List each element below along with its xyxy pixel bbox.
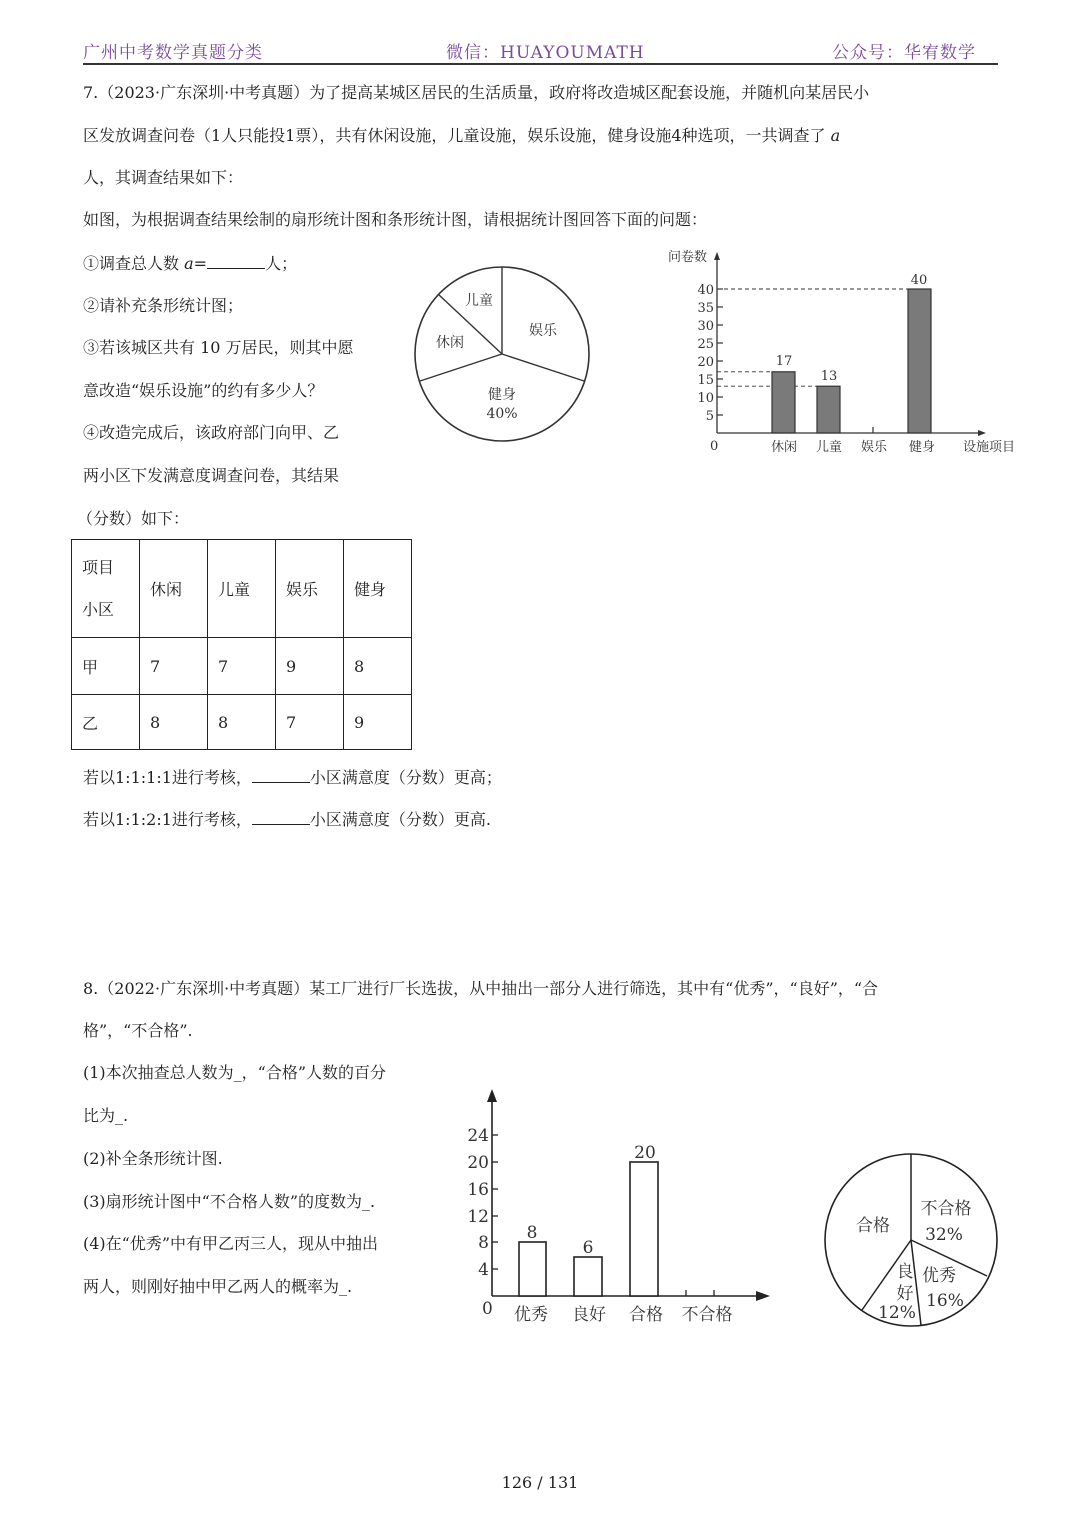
header-left-title: 广州中考数学真题分类 <box>83 43 263 63</box>
q7-bar-ylabel: 问卷数 <box>668 250 708 265</box>
table-row <box>72 638 412 695</box>
q7-intro-line-2 <box>83 125 840 147</box>
table-row <box>72 695 412 750</box>
q8-bar-xcat-good: 良好 <box>572 1305 606 1325</box>
q8-sub-line-3: (2)补全条形统计图. <box>83 1149 223 1168</box>
q8-intro-line-2: 格”，“不合格”. <box>83 1021 193 1040</box>
q7-bar-origin: 0 <box>710 439 719 454</box>
q7-bar-ytick-20: 20 <box>697 355 714 370</box>
table-header-fitness: 健身 <box>344 540 412 638</box>
q7-sub4-line-2: 两小区下发满意度调查问卷，其结果 <box>83 466 340 485</box>
q8-pie-label-good-2: 好 <box>896 1284 914 1304</box>
table-corner-bottom: 小区 <box>82 599 115 619</box>
q7-pie-label-fitness: 健身 <box>488 387 516 403</box>
q7-bar-fitness <box>908 289 931 433</box>
q7-sub3-line-2: 意改造“娱乐设施”的约有多少人？ <box>83 381 324 400</box>
q7-sub2: ②请补充条形统计图； <box>83 296 244 315</box>
q8-bar-value-excellent: 8 <box>526 1223 538 1243</box>
q8-sub-line-2: 比为_. <box>83 1106 129 1125</box>
q7-intro-line-1: 7.（2023·广东深圳·中考真题）为了提高某城区居民的生活质量，政府将改造城区配套设施，并随机向某居民小 <box>83 83 870 102</box>
q8-bar-pass <box>630 1162 658 1296</box>
q7-pie-pct-fitness: 40% <box>486 406 518 422</box>
q7-bar-ytick-25: 25 <box>697 337 714 352</box>
q7-bar-xcat-children: 儿童 <box>815 440 843 455</box>
q7-tail1-prefix: 若以1:1:1:1进行考核， <box>83 768 252 787</box>
q7-bar-children <box>817 386 840 433</box>
q8-bar-ytick-16: 16 <box>467 1180 489 1200</box>
table-row-name: 乙 <box>72 695 140 750</box>
q7-sub3-line-1: ③若该城区共有 10 万居民，则其中愿 <box>83 338 354 357</box>
q7-bar-value-children: 13 <box>820 369 838 384</box>
q7-pie-label-entertainment: 娱乐 <box>529 323 557 339</box>
q7-tail1-suffix: 小区满意度（分数）更高； <box>309 768 502 787</box>
q7-sub1-suffix: 人； <box>265 254 298 273</box>
q8-bar-chart <box>460 1080 780 1340</box>
q7-bar-xcat-fitness: 健身 <box>908 440 936 455</box>
q7-sub1 <box>83 252 297 275</box>
page-number: 126 / 131 <box>501 1473 579 1492</box>
q8-bar-ytick-4: 4 <box>478 1260 489 1280</box>
q7-tail-1 <box>83 766 502 789</box>
table-cell: 9 <box>276 638 344 695</box>
q8-bar-ytick-20: 20 <box>467 1153 489 1173</box>
q7-bar-xlabel: 设施项目 <box>962 440 1016 455</box>
q7-bar-value-leisure: 17 <box>775 354 793 369</box>
table-cell: 9 <box>344 695 412 750</box>
q8-pie-label-good-1: 良 <box>896 1262 914 1282</box>
q7-tail-2 <box>83 808 491 831</box>
q7-bar-xcat-leisure: 休闲 <box>770 440 798 455</box>
q8-bar-ytick-12: 12 <box>467 1207 489 1227</box>
q8-bar-origin: 0 <box>482 1299 493 1319</box>
q8-intro-line-1: 8.（2022·广东深圳·中考真题）某工厂进行厂长选拔，从中抽出一部分人进行筛选，其中有“优秀”，“良好”，“合 <box>83 979 879 998</box>
table-header-children: 儿童 <box>208 540 276 638</box>
q8-pie-pct-fail: 32% <box>925 1225 963 1245</box>
q8-sub-line-1: (1)本次抽查总人数为_，“合格”人数的百分 <box>83 1063 387 1082</box>
q8-bar-ytick-24: 24 <box>467 1126 489 1146</box>
q8-bar-ytick-8: 8 <box>478 1233 489 1253</box>
q7-sub4-line-3: （分数）如下： <box>77 509 190 528</box>
q7-sub1-blank[interactable] <box>207 252 265 269</box>
table-row-name: 甲 <box>72 638 140 695</box>
q8-pie-label-fail: 不合格 <box>920 1199 972 1219</box>
table-cell: 8 <box>140 695 208 750</box>
q8-pie-label-excellent: 优秀 <box>922 1266 956 1286</box>
q7-bar-ytick-15: 15 <box>697 373 714 388</box>
q8-pie-pct-excellent: 16% <box>926 1291 964 1311</box>
q7-intro-line-4: 如图，为根据调查结果绘制的扇形统计图和条形统计图，请根据统计图回答下面的问题： <box>83 210 708 229</box>
table-cell: 7 <box>276 695 344 750</box>
q7-bar-xcat-entertainment: 娱乐 <box>860 440 888 455</box>
q8-pie-pct-good: 12% <box>878 1303 916 1323</box>
q7-bar-ytick-40: 40 <box>697 283 714 298</box>
q8-sub-line-4: (3)扇形统计图中“不合格人数”的度数为_. <box>83 1192 376 1211</box>
q7-intro-line-3: 人，其调查结果如下： <box>83 168 244 187</box>
q8-bar-excellent <box>519 1242 546 1296</box>
table-corner-top: 项目 <box>82 557 115 577</box>
header-wechat: 微信：HUAYOUMATH <box>446 43 645 63</box>
q7-sub4-line-1: ④改造完成后，该政府部门向甲、乙 <box>83 423 340 442</box>
q8-bar-xcat-excellent: 优秀 <box>514 1305 548 1325</box>
q7-bar-ytick-35: 35 <box>697 301 714 316</box>
table-corner-cell <box>72 540 140 638</box>
q7-score-table <box>71 539 412 750</box>
q7-bar-ytick-5: 5 <box>705 409 714 424</box>
q7-tail2-prefix: 若以1:1:2:1进行考核， <box>83 810 252 829</box>
q7-bar-value-fitness: 40 <box>910 273 928 288</box>
q7-pie-label-leisure: 休闲 <box>436 335 464 351</box>
table-header-entertainment: 娱乐 <box>276 540 344 638</box>
q8-bar-xcat-pass: 合格 <box>629 1305 663 1325</box>
q8-sub-line-5: (4)在“优秀”中有甲乙丙三人，现从中抽出 <box>83 1234 379 1253</box>
q7-bar-ytick-10: 10 <box>697 391 714 406</box>
q7-sub1-eq: = <box>193 254 208 273</box>
q7-tail1-blank[interactable] <box>252 766 310 783</box>
q7-pie-chart <box>410 255 610 455</box>
table-cell: 8 <box>344 638 412 695</box>
table-cell: 7 <box>208 638 276 695</box>
q7-sub1-prefix: ①调查总人数 <box>83 254 180 273</box>
q7-intro-line-2-text: 区发放调查问卷（1人只能投1票），共有休闲设施，儿童设施，娱乐设施，健身设施4种选项，一共调查了 <box>83 126 826 145</box>
q7-bar-ytick-30: 30 <box>697 319 714 334</box>
q8-bar-value-pass: 20 <box>634 1143 656 1163</box>
header-account: 公众号：华宥数学 <box>832 43 976 63</box>
q8-bar-xcat-fail: 不合格 <box>681 1305 733 1325</box>
table-cell: 8 <box>208 695 276 750</box>
q8-pie-label-pass: 合格 <box>856 1216 890 1236</box>
q8-bar-value-good: 6 <box>582 1238 594 1258</box>
q8-pie-chart <box>810 1140 1010 1340</box>
q7-bar-leisure <box>772 372 795 433</box>
table-cell: 7 <box>140 638 208 695</box>
q7-tail2-blank[interactable] <box>252 808 310 825</box>
q7-tail2-suffix: 小区满意度（分数）更高. <box>309 810 491 829</box>
q8-sub-line-6: 两人，则刚好抽中甲乙两人的概率为_. <box>83 1277 353 1296</box>
q7-var-a: a <box>830 126 841 145</box>
q7-bar-chart <box>660 240 1030 460</box>
q7-sub1-var: a <box>184 254 194 273</box>
table-header-leisure: 休闲 <box>140 540 208 638</box>
header-divider <box>83 63 998 65</box>
q8-bar-good <box>574 1257 602 1296</box>
q7-pie-label-children: 儿童 <box>465 293 493 309</box>
